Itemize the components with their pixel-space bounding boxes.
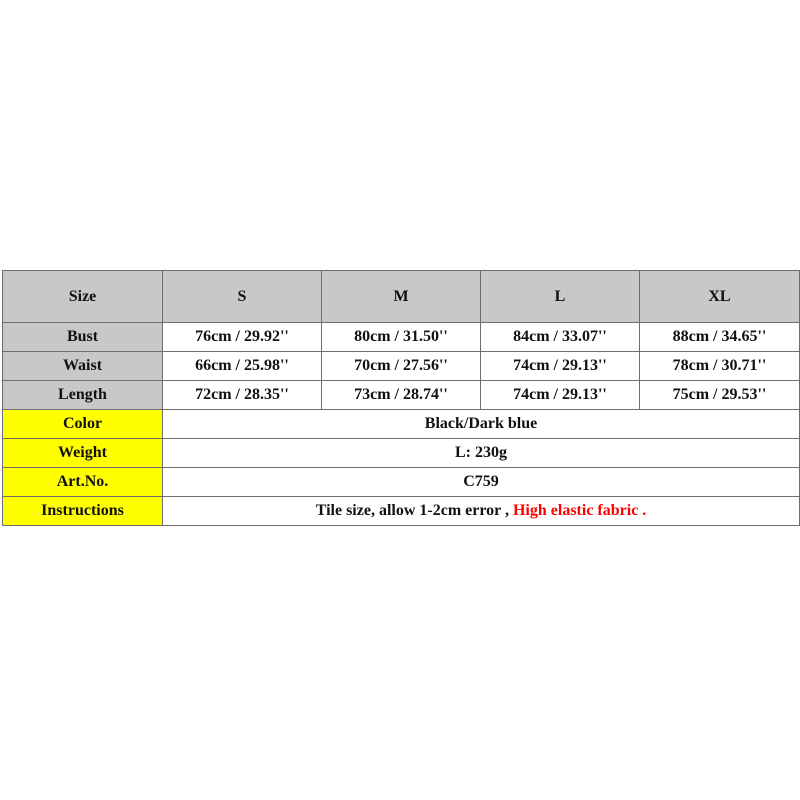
size-s-header: S <box>163 271 322 323</box>
bust-m-value: 80cm / 31.50'' <box>322 323 481 352</box>
waist-s-value: 66cm / 25.98'' <box>163 352 322 381</box>
elastic-fabric-note: High elastic fabric . <box>512 502 647 519</box>
length-l-value: 74cm / 29.13'' <box>481 381 640 410</box>
length-s-value: 72cm / 28.35'' <box>163 381 322 410</box>
bust-label: Bust <box>3 323 163 352</box>
instructions-text: Tile size, allow 1-2cm error , <box>315 502 513 519</box>
waist-m-value: 70cm / 27.56'' <box>322 352 481 381</box>
color-row <box>3 410 800 439</box>
bust-xl-value: 88cm / 34.65'' <box>640 323 800 352</box>
weight-row <box>3 439 800 468</box>
waist-label: Waist <box>3 352 163 381</box>
size-header-label: Size <box>3 271 163 323</box>
header-row <box>3 271 800 323</box>
instructions-value <box>163 497 800 526</box>
art-no-label: Art.No. <box>3 468 163 497</box>
length-xl-value: 75cm / 29.53'' <box>640 381 800 410</box>
color-value: Black/Dark blue <box>163 410 800 439</box>
color-label: Color <box>3 410 163 439</box>
waist-l-value: 74cm / 29.13'' <box>481 352 640 381</box>
size-l-header: L <box>481 271 640 323</box>
waist-xl-value: 78cm / 30.71'' <box>640 352 800 381</box>
size-chart-table <box>2 270 800 526</box>
waist-row <box>3 352 800 381</box>
bust-row <box>3 323 800 352</box>
instructions-row <box>3 497 800 526</box>
length-label: Length <box>3 381 163 410</box>
bust-l-value: 84cm / 33.07'' <box>481 323 640 352</box>
instructions-label: Instructions <box>3 497 163 526</box>
bust-s-value: 76cm / 29.92'' <box>163 323 322 352</box>
weight-value: L: 230g <box>163 439 800 468</box>
art-no-value: C759 <box>163 468 800 497</box>
length-m-value: 73cm / 28.74'' <box>322 381 481 410</box>
art-no-row <box>3 468 800 497</box>
size-m-header: M <box>322 271 481 323</box>
weight-label: Weight <box>3 439 163 468</box>
length-row <box>3 381 800 410</box>
size-xl-header: XL <box>640 271 800 323</box>
